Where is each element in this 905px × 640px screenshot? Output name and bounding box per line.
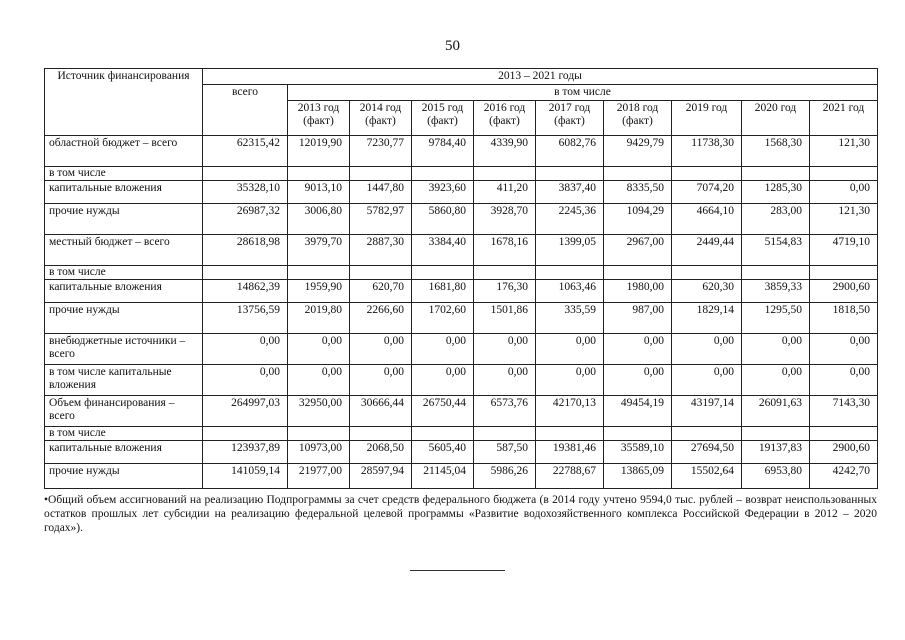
value-cell xyxy=(203,167,288,181)
value-cell: 1818,50 xyxy=(810,303,878,334)
value-cell: 62315,42 xyxy=(203,136,288,167)
subheading-row xyxy=(45,266,878,280)
value-cell: 15502,64 xyxy=(672,464,742,489)
value-cell xyxy=(412,427,474,441)
value-cell: 9013,10 xyxy=(288,181,350,204)
value-cell xyxy=(288,167,350,181)
value-cell xyxy=(536,427,604,441)
year-label: 2013 год xyxy=(297,102,340,114)
value-cell: 5860,80 xyxy=(412,204,474,235)
value-cell: 35589,10 xyxy=(604,441,672,464)
year-label: 2016 год xyxy=(483,102,526,114)
value-cell: 0,00 xyxy=(288,334,350,365)
value-cell: 4719,10 xyxy=(810,235,878,266)
value-cell xyxy=(810,167,878,181)
row-label: капитальные вложения xyxy=(45,181,203,204)
value-cell xyxy=(288,266,350,280)
value-cell: 1702,60 xyxy=(412,303,474,334)
value-cell: 0,00 xyxy=(474,334,536,365)
value-cell: 121,30 xyxy=(810,204,878,235)
value-cell xyxy=(350,167,412,181)
value-cell xyxy=(412,167,474,181)
value-cell xyxy=(350,427,412,441)
value-cell: 0,00 xyxy=(412,365,474,396)
row-label: местный бюджет – всего xyxy=(45,235,203,266)
value-cell: 2019,80 xyxy=(288,303,350,334)
table-row xyxy=(45,303,878,334)
value-cell: 0,00 xyxy=(536,365,604,396)
value-cell: 10973,00 xyxy=(288,441,350,464)
value-cell: 5154,83 xyxy=(742,235,810,266)
value-cell: 43197,14 xyxy=(672,396,742,427)
value-cell: 1678,16 xyxy=(474,235,536,266)
value-cell: 5782,97 xyxy=(350,204,412,235)
value-cell: 176,30 xyxy=(474,280,536,303)
value-cell: 26091,63 xyxy=(742,396,810,427)
value-cell: 3979,70 xyxy=(288,235,350,266)
value-cell: 0,00 xyxy=(672,334,742,365)
value-cell: 3859,33 xyxy=(742,280,810,303)
value-cell: 5986,26 xyxy=(474,464,536,489)
value-cell xyxy=(604,427,672,441)
value-cell: 0,00 xyxy=(474,365,536,396)
value-cell: 0,00 xyxy=(742,334,810,365)
table-row xyxy=(45,464,878,489)
value-cell: 9784,40 xyxy=(412,136,474,167)
value-cell xyxy=(742,427,810,441)
value-cell xyxy=(412,266,474,280)
value-cell: 0,00 xyxy=(203,365,288,396)
value-cell: 21145,04 xyxy=(412,464,474,489)
value-cell: 141059,14 xyxy=(203,464,288,489)
value-cell: 1447,80 xyxy=(350,181,412,204)
value-cell: 7143,30 xyxy=(810,396,878,427)
value-cell: 264997,03 xyxy=(203,396,288,427)
value-cell: 1063,46 xyxy=(536,280,604,303)
value-cell: 123937,89 xyxy=(203,441,288,464)
value-cell: 0,00 xyxy=(604,365,672,396)
value-cell xyxy=(288,427,350,441)
row-label: капитальные вложения xyxy=(45,280,203,303)
year-header xyxy=(412,101,474,136)
value-cell: 1501,86 xyxy=(474,303,536,334)
year-note: (факт) xyxy=(489,115,520,127)
row-label: Объем финансирования – всего xyxy=(45,396,203,427)
value-cell: 620,30 xyxy=(672,280,742,303)
value-cell xyxy=(203,427,288,441)
value-cell xyxy=(474,266,536,280)
value-cell: 2887,30 xyxy=(350,235,412,266)
year-note: (факт) xyxy=(554,115,585,127)
value-cell: 411,20 xyxy=(474,181,536,204)
year-header xyxy=(474,101,536,136)
table-row xyxy=(45,280,878,303)
value-cell: 5605,40 xyxy=(412,441,474,464)
year-label: 2014 год xyxy=(359,102,402,114)
value-cell xyxy=(672,266,742,280)
value-cell xyxy=(604,266,672,280)
value-cell: 1399,05 xyxy=(536,235,604,266)
value-cell: 27694,50 xyxy=(672,441,742,464)
value-cell xyxy=(810,427,878,441)
value-cell xyxy=(350,266,412,280)
value-cell: 1285,30 xyxy=(742,181,810,204)
year-label: 2018 год xyxy=(616,102,659,114)
year-label: 2020 год xyxy=(754,102,797,114)
year-label: 2021 год xyxy=(822,102,865,114)
value-cell: 1829,14 xyxy=(672,303,742,334)
page-number: 50 xyxy=(445,38,460,54)
row-label: прочие нужды xyxy=(45,204,203,235)
source-header: Источник финансирования xyxy=(45,69,203,136)
value-cell: 49454,19 xyxy=(604,396,672,427)
value-cell: 987,00 xyxy=(604,303,672,334)
value-cell xyxy=(536,266,604,280)
value-cell: 21977,00 xyxy=(288,464,350,489)
value-cell xyxy=(672,167,742,181)
value-cell: 6573,76 xyxy=(474,396,536,427)
year-header xyxy=(288,101,350,136)
value-cell xyxy=(203,266,288,280)
value-cell: 0,00 xyxy=(350,365,412,396)
value-cell: 3006,80 xyxy=(288,204,350,235)
row-label: капитальные вложения xyxy=(45,441,203,464)
value-cell: 8335,50 xyxy=(604,181,672,204)
table-row xyxy=(45,334,878,365)
subheading-row xyxy=(45,427,878,441)
row-label: областной бюджет – всего xyxy=(45,136,203,167)
value-cell: 1980,00 xyxy=(604,280,672,303)
year-header xyxy=(742,101,810,136)
value-cell: 7230,77 xyxy=(350,136,412,167)
value-cell: 26750,44 xyxy=(412,396,474,427)
row-label: в том числе xyxy=(45,266,203,280)
value-cell xyxy=(742,266,810,280)
table-row xyxy=(45,365,878,396)
value-cell: 42170,13 xyxy=(536,396,604,427)
footnote: •Общий объем ассигнований на реализацию Подпрограммы за счет средств федерального бюджета (в 2014 году учтено 9594,0 тыс. рублей – возврат неиспользованных остатков прошлых лет субсидии на реализацию федеральной целевой программы «Развитие водохозяйственного комплекса Российской Федерации в 2012 – 2020 годах»). xyxy=(44,494,877,534)
value-cell: 11738,30 xyxy=(672,136,742,167)
period-header: 2013 – 2021 годы xyxy=(203,69,878,85)
value-cell: 4339,90 xyxy=(474,136,536,167)
value-cell: 3837,40 xyxy=(536,181,604,204)
value-cell: 22788,67 xyxy=(536,464,604,489)
value-cell: 0,00 xyxy=(604,334,672,365)
value-cell: 0,00 xyxy=(672,365,742,396)
value-cell: 0,00 xyxy=(742,365,810,396)
value-cell: 2449,44 xyxy=(672,235,742,266)
value-cell: 4664,10 xyxy=(672,204,742,235)
including-header: в том числе xyxy=(288,85,878,101)
year-note: (факт) xyxy=(427,115,458,127)
value-cell: 0,00 xyxy=(288,365,350,396)
table-row xyxy=(45,235,878,266)
value-cell: 14862,39 xyxy=(203,280,288,303)
year-header xyxy=(810,101,878,136)
value-cell: 0,00 xyxy=(412,334,474,365)
row-label: внебюджетные источники – всего xyxy=(45,334,203,365)
value-cell: 0,00 xyxy=(810,181,878,204)
value-cell: 1959,90 xyxy=(288,280,350,303)
table-row xyxy=(45,396,878,427)
value-cell: 19381,46 xyxy=(536,441,604,464)
value-cell: 19137,83 xyxy=(742,441,810,464)
value-cell: 1681,80 xyxy=(412,280,474,303)
value-cell: 3928,70 xyxy=(474,204,536,235)
value-cell xyxy=(604,167,672,181)
value-cell: 0,00 xyxy=(810,365,878,396)
value-cell: 0,00 xyxy=(203,334,288,365)
value-cell: 2900,60 xyxy=(810,280,878,303)
row-label: прочие нужды xyxy=(45,303,203,334)
year-label: 2015 год xyxy=(421,102,464,114)
value-cell: 6082,76 xyxy=(536,136,604,167)
value-cell: 13756,59 xyxy=(203,303,288,334)
value-cell xyxy=(474,167,536,181)
value-cell: 2900,60 xyxy=(810,441,878,464)
value-cell: 3923,60 xyxy=(412,181,474,204)
value-cell: 620,70 xyxy=(350,280,412,303)
value-cell xyxy=(810,266,878,280)
year-note: (факт) xyxy=(365,115,396,127)
value-cell xyxy=(536,167,604,181)
value-cell: 13865,09 xyxy=(604,464,672,489)
value-cell: 26987,32 xyxy=(203,204,288,235)
value-cell: 35328,10 xyxy=(203,181,288,204)
table-body xyxy=(45,136,878,489)
table-row xyxy=(45,204,878,235)
value-cell: 0,00 xyxy=(810,334,878,365)
value-cell: 2266,60 xyxy=(350,303,412,334)
row-label: в том числе капитальные вложения xyxy=(45,365,203,396)
subheading-row xyxy=(45,167,878,181)
value-cell: 7074,20 xyxy=(672,181,742,204)
value-cell: 30666,44 xyxy=(350,396,412,427)
value-cell: 28618,98 xyxy=(203,235,288,266)
row-label: в том числе xyxy=(45,427,203,441)
year-header xyxy=(536,101,604,136)
value-cell xyxy=(672,427,742,441)
value-cell: 28597,94 xyxy=(350,464,412,489)
value-cell: 283,00 xyxy=(742,204,810,235)
value-cell: 9429,79 xyxy=(604,136,672,167)
value-cell: 1568,30 xyxy=(742,136,810,167)
value-cell: 6953,80 xyxy=(742,464,810,489)
year-header xyxy=(350,101,412,136)
value-cell: 1295,50 xyxy=(742,303,810,334)
value-cell: 32950,00 xyxy=(288,396,350,427)
value-cell: 2245,36 xyxy=(536,204,604,235)
value-cell: 2068,50 xyxy=(350,441,412,464)
value-cell: 1094,29 xyxy=(604,204,672,235)
table-row xyxy=(45,181,878,204)
value-cell: 2967,00 xyxy=(604,235,672,266)
total-header: всего xyxy=(203,85,288,136)
row-label: в том числе xyxy=(45,167,203,181)
table-row xyxy=(45,441,878,464)
value-cell: 0,00 xyxy=(536,334,604,365)
year-header xyxy=(672,101,742,136)
value-cell xyxy=(474,427,536,441)
value-cell: 121,30 xyxy=(810,136,878,167)
value-cell: 12019,90 xyxy=(288,136,350,167)
table-row xyxy=(45,136,878,167)
year-label: 2019 год xyxy=(685,102,728,114)
value-cell xyxy=(742,167,810,181)
value-cell: 3384,40 xyxy=(412,235,474,266)
value-cell: 0,00 xyxy=(350,334,412,365)
row-label: прочие нужды xyxy=(45,464,203,489)
year-note: (факт) xyxy=(303,115,334,127)
year-note: (факт) xyxy=(622,115,653,127)
value-cell: 4242,70 xyxy=(810,464,878,489)
year-header xyxy=(604,101,672,136)
value-cell: 587,50 xyxy=(474,441,536,464)
end-divider xyxy=(410,570,505,571)
value-cell: 335,59 xyxy=(536,303,604,334)
financing-table xyxy=(44,68,878,489)
year-label: 2017 год xyxy=(548,102,591,114)
